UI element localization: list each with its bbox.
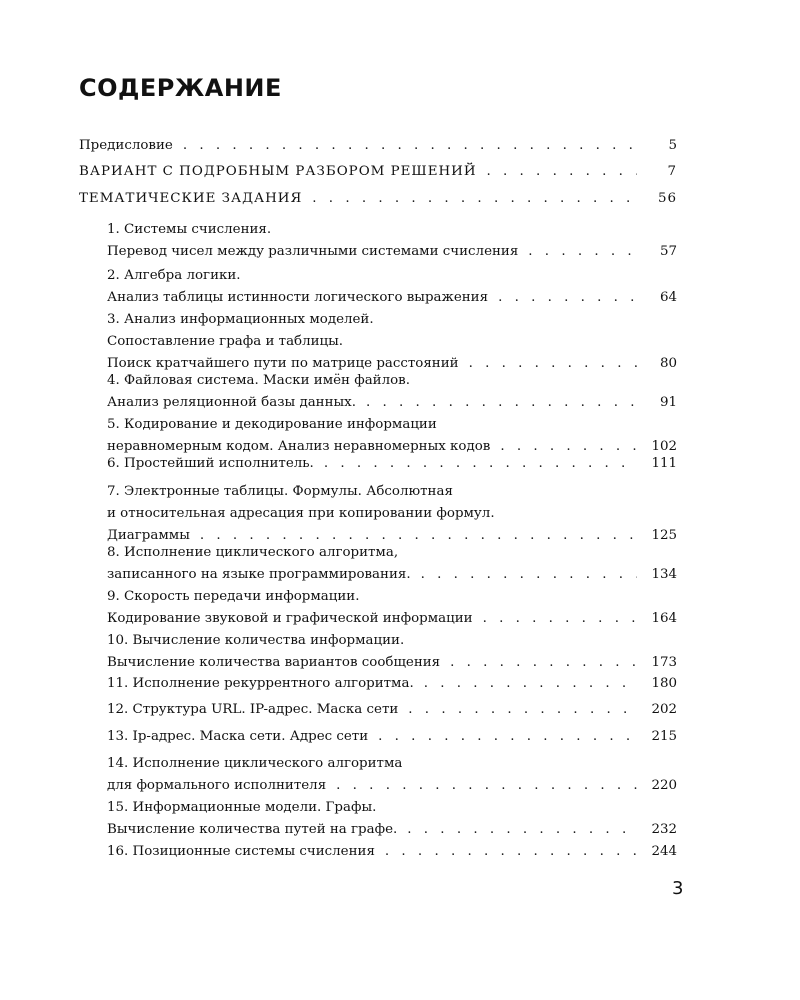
dot-leader (312, 188, 637, 210)
dot-leader (424, 673, 637, 695)
toc-page-number: 111 (651, 456, 677, 471)
toc-entry-3 (107, 309, 677, 375)
dot-leader (421, 564, 637, 586)
dot-leader (487, 161, 637, 183)
toc-entry-15 (107, 797, 677, 841)
toc-entry-text: и относительная адресация при копировании формул. (107, 506, 495, 521)
dot-leader (385, 841, 637, 863)
toc-page-number: 7 (667, 164, 677, 179)
page-number: 3 (672, 878, 684, 899)
toc-entry-text: 5. Кодирование и декодирование информации (107, 417, 437, 432)
dot-leader (378, 726, 637, 748)
toc-entry-text: 12. Структура URL. IP-адрес. Маска сети (107, 702, 399, 717)
toc-entry-text: записанного на языке программирования. (107, 567, 411, 582)
toc-page-number: 244 (651, 844, 677, 859)
toc-entry-text: 3. Анализ информационных моделей. (107, 312, 374, 327)
toc-entry-text: 1. Системы счисления. (107, 222, 272, 237)
toc-entry-text: Перевод чисел между различными системами счисления (107, 244, 519, 259)
toc-page-number: 5 (668, 138, 677, 153)
toc-page-number: 80 (659, 356, 677, 371)
toc-entry-1 (107, 219, 677, 263)
page-title: СОДЕРЖАНИЕ (79, 74, 282, 102)
toc-page-number: 215 (651, 729, 677, 744)
toc-entry-text: ТЕМАТИЧЕСКИЕ ЗАДАНИЯ (79, 191, 303, 206)
toc-entry-9 (107, 586, 677, 630)
toc-entry-text: Поиск кратчайшего пути по матрице расстояний (107, 356, 459, 371)
toc-entry-text: 2. Алгебра логики. (107, 268, 241, 283)
toc-page-number: 232 (651, 822, 677, 837)
toc-entry-text: Вычисление количества путей на графе. (107, 822, 398, 837)
toc-page-number: 125 (651, 528, 677, 543)
toc-entry-14 (107, 753, 677, 797)
dot-leader (366, 392, 637, 414)
toc-entry-2 (107, 265, 677, 309)
toc-page-number: 64 (659, 290, 677, 305)
toc-entry-thematic (79, 188, 677, 210)
toc-entry-12 (107, 699, 677, 721)
toc-entry-text: 6. Простейший исполнитель. (107, 456, 314, 471)
toc-page-number: 134 (651, 567, 677, 582)
toc-entry-5 (107, 414, 677, 458)
toc-entry-10 (107, 630, 677, 674)
dot-leader (528, 241, 637, 263)
toc-page-number: 91 (659, 395, 677, 410)
toc-entry-text: 8. Исполнение циклического алгоритма, (107, 545, 399, 560)
dot-leader (498, 287, 637, 309)
toc-entry-text: 10. Вычисление количества информации. (107, 633, 405, 648)
toc-entry-6 (107, 453, 677, 475)
toc-page-number: 202 (651, 702, 677, 717)
toc-entry-7 (107, 481, 677, 547)
toc-entry-text: 4. Файловая система. Маски имён файлов. (107, 373, 410, 388)
toc-entry-text: для формального исполнителя (107, 778, 327, 793)
toc-entry-text: ВАРИАНТ С ПОДРОБНЫМ РАЗБОРОМ РЕШЕНИЙ (79, 164, 477, 179)
toc-page-number: 173 (651, 655, 677, 670)
toc-entry-text: 14. Исполнение циклического алгоритма (107, 756, 403, 771)
toc-page-number: 164 (651, 611, 677, 626)
toc-entry-4 (107, 370, 677, 414)
toc-entry-11 (107, 673, 677, 695)
toc-entry-text: Вычисление количества вариантов сообщения (107, 655, 441, 670)
toc-entry-text: 7. Электронные таблицы. Формулы. Абсолютная (107, 484, 453, 499)
toc-entry-text: Анализ реляционной базы данных. (107, 395, 356, 410)
toc-page-number: 102 (651, 439, 677, 454)
toc-entry-text: 15. Информационные модели. Графы. (107, 800, 377, 815)
toc-entry-text: Анализ таблицы истинности логического выражения (107, 290, 489, 305)
toc-page-number: 220 (651, 778, 677, 793)
toc-entry-text: Предисловие (79, 138, 173, 153)
dot-leader (183, 135, 637, 157)
dot-leader (408, 699, 637, 721)
toc-entry-text: 16. Позиционные системы счисления (107, 844, 375, 859)
dot-leader (450, 652, 637, 674)
toc-entry-text: Сопоставление графа и таблицы. (107, 334, 344, 349)
toc-entry-text: Кодирование звуковой и графической информации (107, 611, 473, 626)
toc-entry-text: неравномерным кодом. Анализ неравномерных кодов (107, 439, 491, 454)
toc-entry-16 (107, 841, 677, 863)
toc-entry-13 (107, 726, 677, 748)
toc-page-number: 56 (657, 191, 677, 206)
toc-entry-8 (107, 542, 677, 586)
toc-entry-preface (79, 135, 677, 157)
toc-entry-text: 13. Ip-адрес. Маска сети. Адрес сети (107, 729, 369, 744)
dot-leader (336, 775, 637, 797)
dot-leader (483, 608, 637, 630)
toc-page-number: 180 (651, 676, 677, 691)
toc-entry-text: Диаграммы (107, 528, 190, 543)
toc-entry-text: 9. Скорость передачи информации. (107, 589, 360, 604)
dot-leader (324, 453, 637, 475)
toc-entry-variant (79, 161, 677, 183)
toc-page-number: 57 (659, 244, 677, 259)
dot-leader (407, 819, 637, 841)
toc-entry-text: 11. Исполнение рекуррентного алгоритма. (107, 676, 414, 691)
